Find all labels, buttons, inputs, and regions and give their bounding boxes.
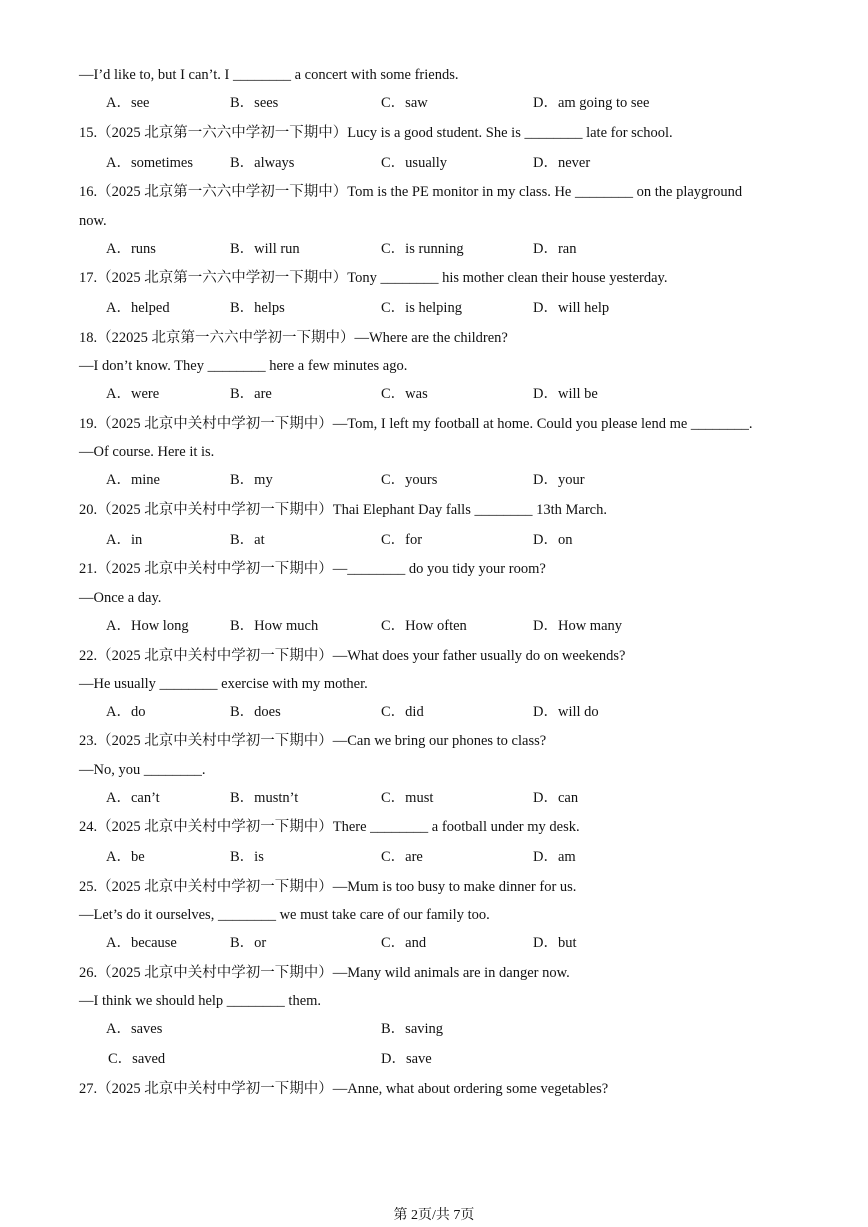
option-a: A．sometimes [106, 155, 193, 171]
question-21-options [106, 616, 806, 636]
option-c: C．is helping [381, 300, 462, 316]
question-25-stem-continued: —Let’s do it ourselves, ________ we must take care of our family too. [79, 907, 490, 923]
option-c: C．did [381, 704, 424, 720]
option-c: C．was [381, 386, 428, 402]
option-a: A．see [106, 95, 150, 111]
question-26-options-row-1 [106, 1019, 806, 1039]
question-22-options [106, 702, 806, 722]
option-d: D．will do [533, 704, 599, 720]
option-c: C．and [381, 935, 427, 951]
page-footer: 第 2页/共 7页 [393, 1208, 475, 1223]
option-d: D．will help [533, 300, 610, 316]
question-22-stem: 22.（2025 北京中关村中学初一下期中）—What does your father usually do on weekends? [79, 648, 626, 664]
option-c: C．must [381, 790, 434, 806]
option-c: C．usually [381, 155, 448, 171]
option-d: D．on [533, 532, 573, 548]
option-a: A．can’t [106, 790, 160, 806]
option-a: A．helped [106, 300, 170, 316]
option-c: C．are [381, 849, 423, 865]
option-b: B．will run [230, 241, 300, 257]
intro-options [106, 93, 806, 113]
question-22-stem-continued: —He usually ________ exercise with my mother. [79, 676, 368, 692]
question-19-stem: 19.（2025 北京中关村中学初一下期中）—Tom, I left my football at home. Could you please lend me ________. [79, 416, 753, 432]
option-d: D．can [533, 790, 579, 806]
option-d: D．but [533, 935, 577, 951]
option-a: A．because [106, 935, 177, 951]
question-23-stem: 23.（2025 北京中关村中学初一下期中）—Can we bring our phones to class? [79, 733, 547, 749]
question-19-options [106, 470, 806, 490]
option-c: C．yours [381, 472, 438, 488]
question-19-stem-continued: —Of course. Here it is. [79, 444, 215, 460]
option-b: B．mustn’t [230, 790, 299, 806]
option-a: A．be [106, 849, 145, 865]
question-17-stem: 17.（2025 北京第一六六中学初一下期中）Tony ________ his mother clean their house yesterday. [79, 270, 668, 286]
question-24-options [106, 847, 806, 867]
question-15-options [106, 153, 806, 173]
option-d: D．save [381, 1051, 432, 1067]
option-b: B．does [230, 704, 281, 720]
option-b: B．sees [230, 95, 279, 111]
option-a: A．were [106, 386, 160, 402]
option-c: C．is running [381, 241, 464, 257]
question-26-stem: 26.（2025 北京中关村中学初一下期中）—Many wild animals are in danger now. [79, 965, 570, 981]
option-a: A．runs [106, 241, 156, 257]
question-26-stem-continued: —I think we should help ________ them. [79, 993, 322, 1009]
option-a: A．saves [106, 1021, 163, 1037]
option-a: A．How long [106, 618, 189, 634]
option-c: C．for [381, 532, 423, 548]
intro-dialogue-line: —I’d like to, but I can’t. I ________ a concert with some friends. [79, 67, 459, 83]
option-c: C．saw [381, 95, 428, 111]
option-d: D．am [533, 849, 576, 865]
option-d: D．ran [533, 241, 577, 257]
question-17-options [106, 298, 806, 318]
question-27-stem: 27.（2025 北京中关村中学初一下期中）—Anne, what about ordering some vegetables? [79, 1081, 609, 1097]
question-16-stem-continued: now. [79, 213, 107, 229]
option-b: B．are [230, 386, 272, 402]
question-18-stem-continued: —I don’t know. They ________ here a few minutes ago. [79, 358, 408, 374]
option-a: A．mine [106, 472, 160, 488]
option-a: A．in [106, 532, 143, 548]
question-21-stem: 21.（2025 北京中关村中学初一下期中）—________ do you tidy your room? [79, 561, 546, 577]
option-a: A．do [106, 704, 146, 720]
option-b: B．at [230, 532, 265, 548]
question-18-options [106, 384, 806, 404]
question-20-stem: 20.（2025 北京中关村中学初一下期中）Thai Elephant Day falls ________ 13th March. [79, 502, 607, 518]
question-16-options [106, 239, 806, 259]
option-b: B．is [230, 849, 264, 865]
question-18-stem: 18.（22025 北京第一六六中学初一下期中）—Where are the children? [79, 330, 508, 346]
option-d: D．How many [533, 618, 623, 634]
option-d: D．am going to see [533, 95, 650, 111]
option-b: B．or [230, 935, 267, 951]
question-25-stem: 25.（2025 北京中关村中学初一下期中）—Mum is too busy to make dinner for us. [79, 879, 577, 895]
option-b: B．saving [381, 1021, 444, 1037]
option-b: B．my [230, 472, 273, 488]
question-16-stem: 16.（2025 北京第一六六中学初一下期中）Tom is the PE monitor in my class. He ________ on the playground [79, 184, 743, 200]
question-21-stem-continued: —Once a day. [79, 590, 162, 606]
option-c: C．How often [381, 618, 467, 634]
question-15-stem: 15.（2025 北京第一六六中学初一下期中）Lucy is a good student. She is ________ late for school. [79, 125, 673, 141]
option-d: D．never [533, 155, 591, 171]
question-20-options [106, 530, 806, 550]
option-b: B．How much [230, 618, 319, 634]
option-b: B．always [230, 155, 295, 171]
question-24-stem: 24.（2025 北京中关村中学初一下期中）There ________ a football under my desk. [79, 819, 580, 835]
option-b: B．helps [230, 300, 285, 316]
option-c: C．saved [108, 1051, 166, 1067]
question-25-options [106, 933, 806, 953]
option-d: D．your [533, 472, 585, 488]
question-23-stem-continued: —No, you ________. [79, 762, 206, 778]
question-26-options-row-2 [108, 1049, 808, 1069]
option-d: D．will be [533, 386, 598, 402]
question-23-options [106, 788, 806, 808]
